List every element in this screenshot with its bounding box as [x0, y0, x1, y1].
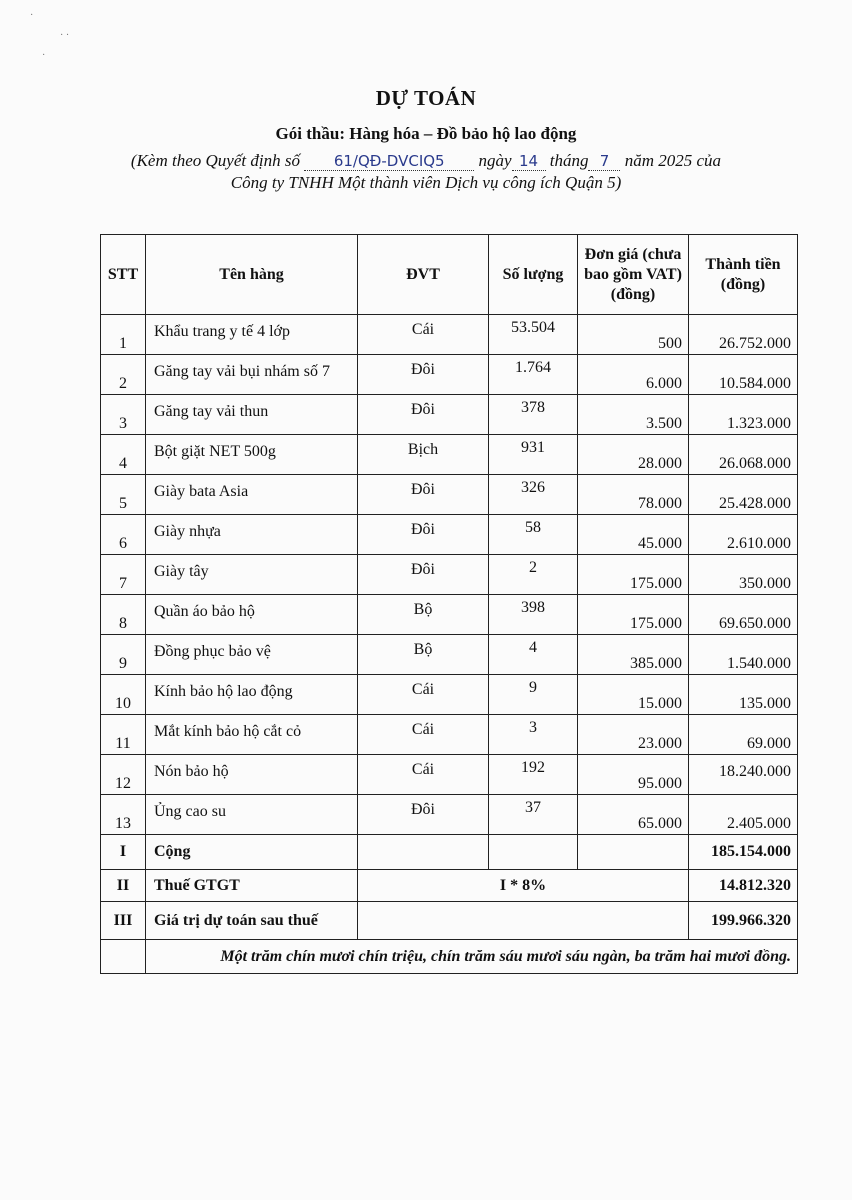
- cell-unit: Bịch: [358, 435, 489, 475]
- cell-item-name: Đồng phục bảo vệ: [146, 635, 358, 675]
- cell-unit: Đôi: [358, 355, 489, 395]
- cell-unit: Cái: [358, 715, 489, 755]
- col-header-unit: ĐVT: [358, 235, 489, 315]
- cell-quantity: 931: [489, 435, 578, 475]
- empty-cell: [358, 902, 689, 940]
- cell-quantity: 378: [489, 395, 578, 435]
- table-row: [101, 355, 798, 395]
- table-row: [101, 795, 798, 835]
- cell-line-total: 1.540.000: [689, 635, 798, 675]
- amount-in-words-row: [101, 940, 798, 974]
- table-row: [101, 395, 798, 435]
- cell-unit-price: 6.000: [578, 355, 689, 395]
- decision-month: 7: [588, 152, 620, 171]
- table-row: [101, 715, 798, 755]
- cell-unit-price: 45.000: [578, 515, 689, 555]
- table-row: [101, 515, 798, 555]
- cell-stt: 2: [101, 355, 146, 395]
- cell-line-total: 10.584.000: [689, 355, 798, 395]
- decision-reference-line1: [0, 150, 852, 172]
- cell-line-total: 135.000: [689, 675, 798, 715]
- cell-unit-price: 15.000: [578, 675, 689, 715]
- grand-total-name: Giá trị dự toán sau thuế: [146, 902, 358, 940]
- cell-quantity: 1.764: [489, 355, 578, 395]
- cell-stt: 8: [101, 595, 146, 635]
- cell-line-total: 350.000: [689, 555, 798, 595]
- cell-stt: 9: [101, 635, 146, 675]
- cell-item-name: Quần áo bảo hộ: [146, 595, 358, 635]
- grand-total-value: 199.966.320: [689, 902, 798, 940]
- document-title: DỰ TOÁN: [375, 86, 477, 110]
- document-subtitle: Gói thầu: Hàng hóa – Đồ bảo hộ lao động: [275, 124, 577, 143]
- subtotal-name: Cộng: [146, 835, 358, 870]
- subtotal-row: [101, 835, 798, 870]
- scan-speck: ·: [42, 50, 46, 61]
- ref-prefix: (Kèm theo Quyết định số: [130, 151, 300, 170]
- cell-quantity: 3: [489, 715, 578, 755]
- scan-speck: ·: [30, 10, 34, 21]
- empty-cell: [489, 835, 578, 870]
- subtotal-value: 185.154.000: [689, 835, 798, 870]
- table-row: [101, 435, 798, 475]
- cell-unit-price: 385.000: [578, 635, 689, 675]
- decision-day: 14: [512, 152, 546, 171]
- cell-quantity: 2: [489, 555, 578, 595]
- cell-quantity: 398: [489, 595, 578, 635]
- table-row: [101, 315, 798, 355]
- cell-quantity: 192: [489, 755, 578, 795]
- cell-unit: Đôi: [358, 515, 489, 555]
- cell-unit-price: 65.000: [578, 795, 689, 835]
- cell-line-total: 69.000: [689, 715, 798, 755]
- table-row: [101, 475, 798, 515]
- cell-quantity: 326: [489, 475, 578, 515]
- cell-stt: 12: [101, 755, 146, 795]
- cell-line-total: 2.610.000: [689, 515, 798, 555]
- cell-item-name: Kính bảo hộ lao động: [146, 675, 358, 715]
- table-row: [101, 555, 798, 595]
- company-name: Công ty TNHH Một thành viên Dịch vụ công ích Quận 5): [230, 173, 622, 192]
- decision-number: 61/QĐ-DVCIQ5: [304, 152, 474, 171]
- cell-stt: 7: [101, 555, 146, 595]
- cell-unit: Cái: [358, 755, 489, 795]
- col-header-qty: Số lượng: [489, 235, 578, 315]
- cell-line-total: 1.323.000: [689, 395, 798, 435]
- cell-unit: Cái: [358, 675, 489, 715]
- cell-line-total: 2.405.000: [689, 795, 798, 835]
- cell-quantity: 53.504: [489, 315, 578, 355]
- cell-item-name: Nón bảo hộ: [146, 755, 358, 795]
- cell-line-total: 26.752.000: [689, 315, 798, 355]
- cell-stt: 5: [101, 475, 146, 515]
- col-header-name: Tên hàng: [146, 235, 358, 315]
- cell-unit-price: 175.000: [578, 555, 689, 595]
- scan-speck: · ·: [60, 30, 70, 41]
- year-text: năm 2025 của: [624, 151, 722, 170]
- cell-unit: Bộ: [358, 595, 489, 635]
- vat-row: [101, 870, 798, 902]
- empty-cell: [101, 940, 146, 974]
- col-header-stt: STT: [101, 235, 146, 315]
- table-row: [101, 675, 798, 715]
- cell-unit-price: 500: [578, 315, 689, 355]
- table-row: [101, 755, 798, 795]
- cell-unit-price: 3.500: [578, 395, 689, 435]
- decision-reference: [0, 150, 852, 194]
- table-header-row: [101, 235, 798, 315]
- subtotal-label: I: [101, 835, 146, 870]
- cell-item-name: Khẩu trang y tế 4 lớp: [146, 315, 358, 355]
- cell-stt: 10: [101, 675, 146, 715]
- cell-item-name: Găng tay vải bụi nhám số 7: [146, 355, 358, 395]
- day-label: ngày: [478, 151, 512, 170]
- amount-in-words: Một trăm chín mươi chín triệu, chín trăm sáu mươi sáu ngàn, ba trăm hai mươi đồng.: [146, 940, 798, 974]
- cell-line-total: 26.068.000: [689, 435, 798, 475]
- cell-unit-price: 28.000: [578, 435, 689, 475]
- cell-unit-price: 175.000: [578, 595, 689, 635]
- cell-stt: 6: [101, 515, 146, 555]
- cell-item-name: Mắt kính bảo hộ cắt cỏ: [146, 715, 358, 755]
- cell-quantity: 37: [489, 795, 578, 835]
- grand-total-row: [101, 902, 798, 940]
- cell-item-name: Ủng cao su: [146, 795, 358, 835]
- cell-line-total: 25.428.000: [689, 475, 798, 515]
- cell-line-total: 69.650.000: [689, 595, 798, 635]
- cell-quantity: 4: [489, 635, 578, 675]
- cell-unit-price: 78.000: [578, 475, 689, 515]
- cell-item-name: Bột giặt NET 500g: [146, 435, 358, 475]
- cell-item-name: Giày bata Asia: [146, 475, 358, 515]
- cell-unit-price: 95.000: [578, 755, 689, 795]
- cell-item-name: Giày nhựa: [146, 515, 358, 555]
- cell-item-name: Giày tây: [146, 555, 358, 595]
- cell-stt: 13: [101, 795, 146, 835]
- month-label: tháng: [549, 151, 589, 170]
- cell-stt: 4: [101, 435, 146, 475]
- vat-formula: I * 8%: [358, 870, 689, 902]
- cell-unit: Đôi: [358, 395, 489, 435]
- vat-value: 14.812.320: [689, 870, 798, 902]
- table-row: [101, 595, 798, 635]
- cell-unit: Đôi: [358, 475, 489, 515]
- cell-line-total: 18.240.000: [689, 755, 798, 795]
- vat-label: II: [101, 870, 146, 902]
- col-header-total: Thành tiền (đồng): [689, 235, 798, 315]
- cell-unit: Đôi: [358, 555, 489, 595]
- empty-cell: [578, 835, 689, 870]
- vat-name: Thuế GTGT: [146, 870, 358, 902]
- cell-unit: Bộ: [358, 635, 489, 675]
- grand-total-label: III: [101, 902, 146, 940]
- cell-quantity: 58: [489, 515, 578, 555]
- col-header-price: Đơn giá (chưa bao gồm VAT) (đồng): [578, 235, 689, 315]
- cell-stt: 3: [101, 395, 146, 435]
- cell-item-name: Găng tay vải thun: [146, 395, 358, 435]
- cell-stt: 11: [101, 715, 146, 755]
- empty-cell: [358, 835, 489, 870]
- estimate-table: [100, 234, 798, 974]
- cell-unit: Đôi: [358, 795, 489, 835]
- table-row: [101, 635, 798, 675]
- cell-unit-price: 23.000: [578, 715, 689, 755]
- cell-quantity: 9: [489, 675, 578, 715]
- cell-stt: 1: [101, 315, 146, 355]
- cell-unit: Cái: [358, 315, 489, 355]
